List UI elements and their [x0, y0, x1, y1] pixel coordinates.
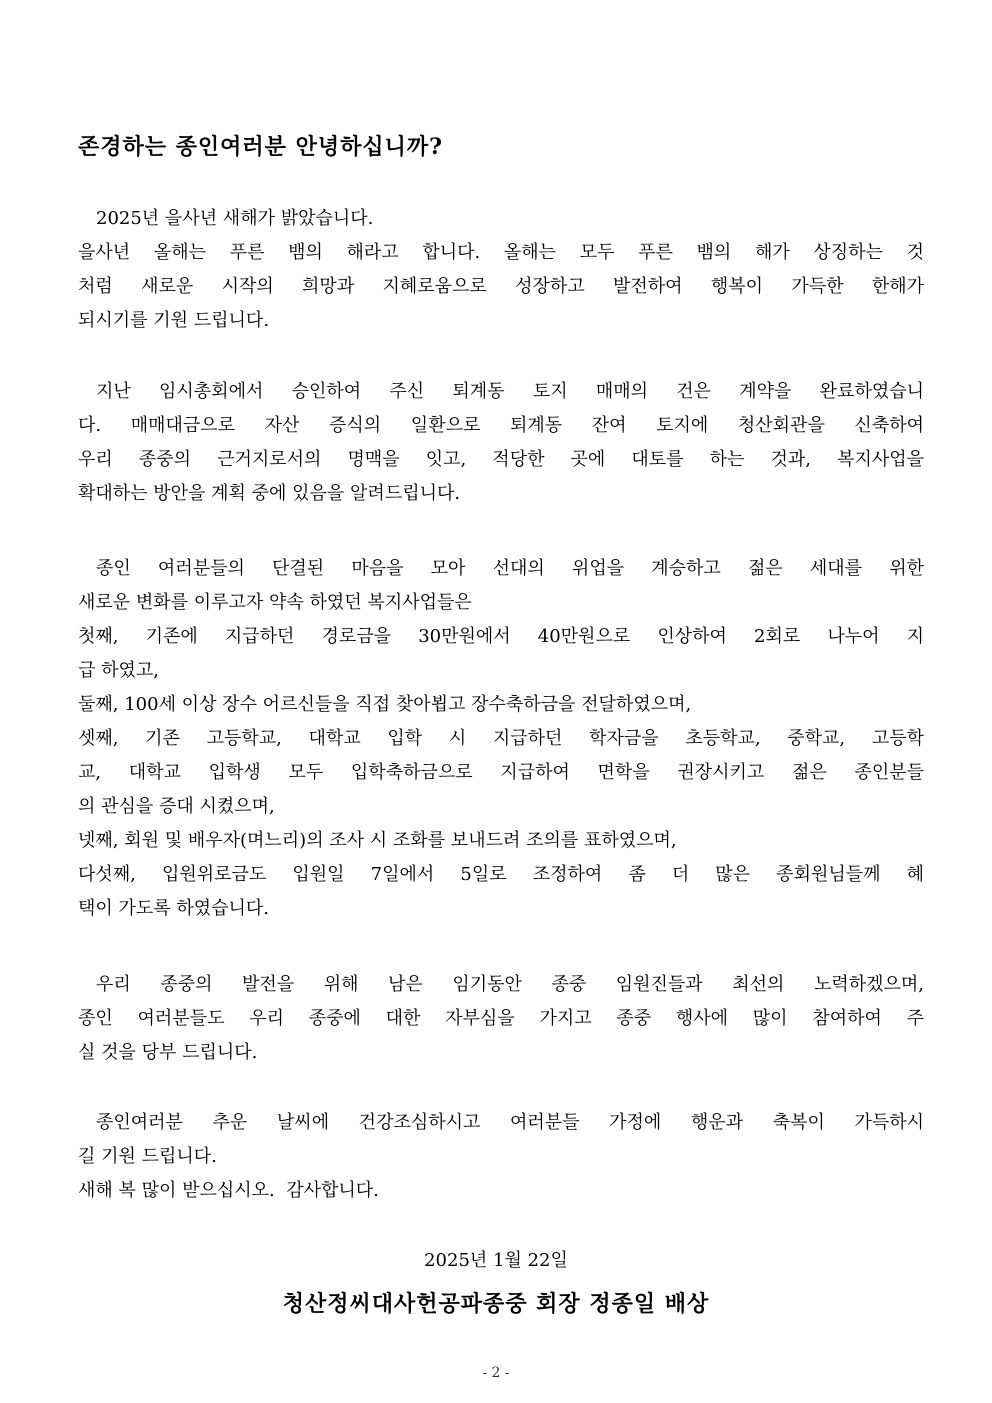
paragraph-line: 교, 대학교 입학생 모두 입학축하금으로 지급하여 면학을 권장시키고 젊은 종인분들 [78, 762, 924, 783]
paragraph-line: 처럼 새로운 시작의 희망과 지혜로움으로 성장하고 발전하여 행복이 가득한 한해가 [78, 276, 924, 297]
paragraph-line: 둘째, 100세 이상 장수 어르신들을 직접 찾아뵙고 장수축하금을 전달하였으며, [78, 694, 692, 715]
paragraph-closing [78, 1106, 924, 1208]
paragraph-line: 종인여러분 추운 날씨에 건강조심하시고 여러분들 가정에 행운과 축복이 가득하시 [96, 1112, 924, 1133]
letter-date: 2025년 1월 22일 [424, 1250, 568, 1271]
paragraph-line: 셋째, 기존 고등학교, 대학교 입학 시 지급하던 학자금을 초등학교, 중학교, 고등학 [78, 728, 924, 749]
paragraph-line: 확대하는 방안을 계획 중에 있음을 알려드립니다. [78, 483, 461, 504]
paragraph-line: 을사년 올해는 푸른 뱀의 해라고 합니다. 올해는 모두 푸른 뱀의 해가 상징하는 것 [78, 242, 924, 263]
paragraph-line: 새로운 변화를 이루고자 약속 하였던 복지사업들은 [78, 592, 472, 613]
paragraph-land-sale [78, 375, 924, 511]
paragraph-line: 첫째, 기존에 지급하던 경로금을 30만원에서 40만원으로 인상하여 2회로 나누어 지 [78, 626, 924, 647]
paragraph-line: 넷째, 회원 및 배우자(며느리)의 조사 시 조화를 보내드려 조의를 표하였으며, [78, 830, 677, 851]
page-number: - 2 - [482, 1365, 510, 1381]
paragraph-line: 의 관심을 증대 시켰으며, [78, 796, 275, 817]
paragraph-line: 다섯째, 입원위로금도 입원일 7일에서 5일로 조정하여 좀 더 많은 종회원님들께 혜 [78, 864, 924, 885]
paragraph-line: 실 것을 당부 드립니다. [78, 1042, 258, 1063]
paragraph-line: 새해 복 많이 받으십시오. 감사합니다. [78, 1180, 379, 1201]
paragraph-line: 종인 여러분들의 단결된 마음을 모아 선대의 위업을 계승하고 젊은 세대를 위한 [96, 558, 924, 579]
paragraph-line: 급 하였고, [78, 660, 159, 681]
paragraph-line: 우리 종중의 발전을 위해 남은 임기동안 종중 임원진들과 최선의 노력하겠으며, [96, 974, 924, 995]
paragraph-line: 지난 임시총회에서 승인하여 주신 퇴계동 토지 매매의 건은 계약을 완료하였습니 [96, 381, 924, 402]
paragraph-line: 우리 종중의 근거지로서의 명맥을 잇고, 적당한 곳에 대토를 하는 것과, 복지사업을 [78, 449, 924, 470]
paragraph-line: 2025년 을사년 새해가 밝았습니다. [96, 208, 374, 229]
paragraph-line: 다. 매매대금으로 자산 증식의 일환으로 퇴계동 잔여 토지에 청산회관을 신축하여 [78, 415, 924, 436]
paragraph-new-year [78, 202, 924, 338]
letter-signature: 청산정씨대사헌공파종중 회장 정종일 배상 [282, 1291, 710, 1317]
paragraph-line: 길 기원 드립니다. [78, 1146, 217, 1167]
paragraph-line: 종인 여러분들도 우리 종중에 대한 자부심을 가지고 종중 행사에 많이 참여하여 주 [78, 1008, 924, 1029]
paragraph-welfare-programs [78, 552, 924, 926]
paragraph-line: 택이 가도록 하였습니다. [78, 898, 270, 919]
paragraph-line: 되시기를 기원 드립니다. [78, 310, 270, 331]
paragraph-commitment [78, 968, 924, 1070]
greeting-heading: 존경하는 종인여러분 안녕하십니까? [78, 134, 443, 160]
